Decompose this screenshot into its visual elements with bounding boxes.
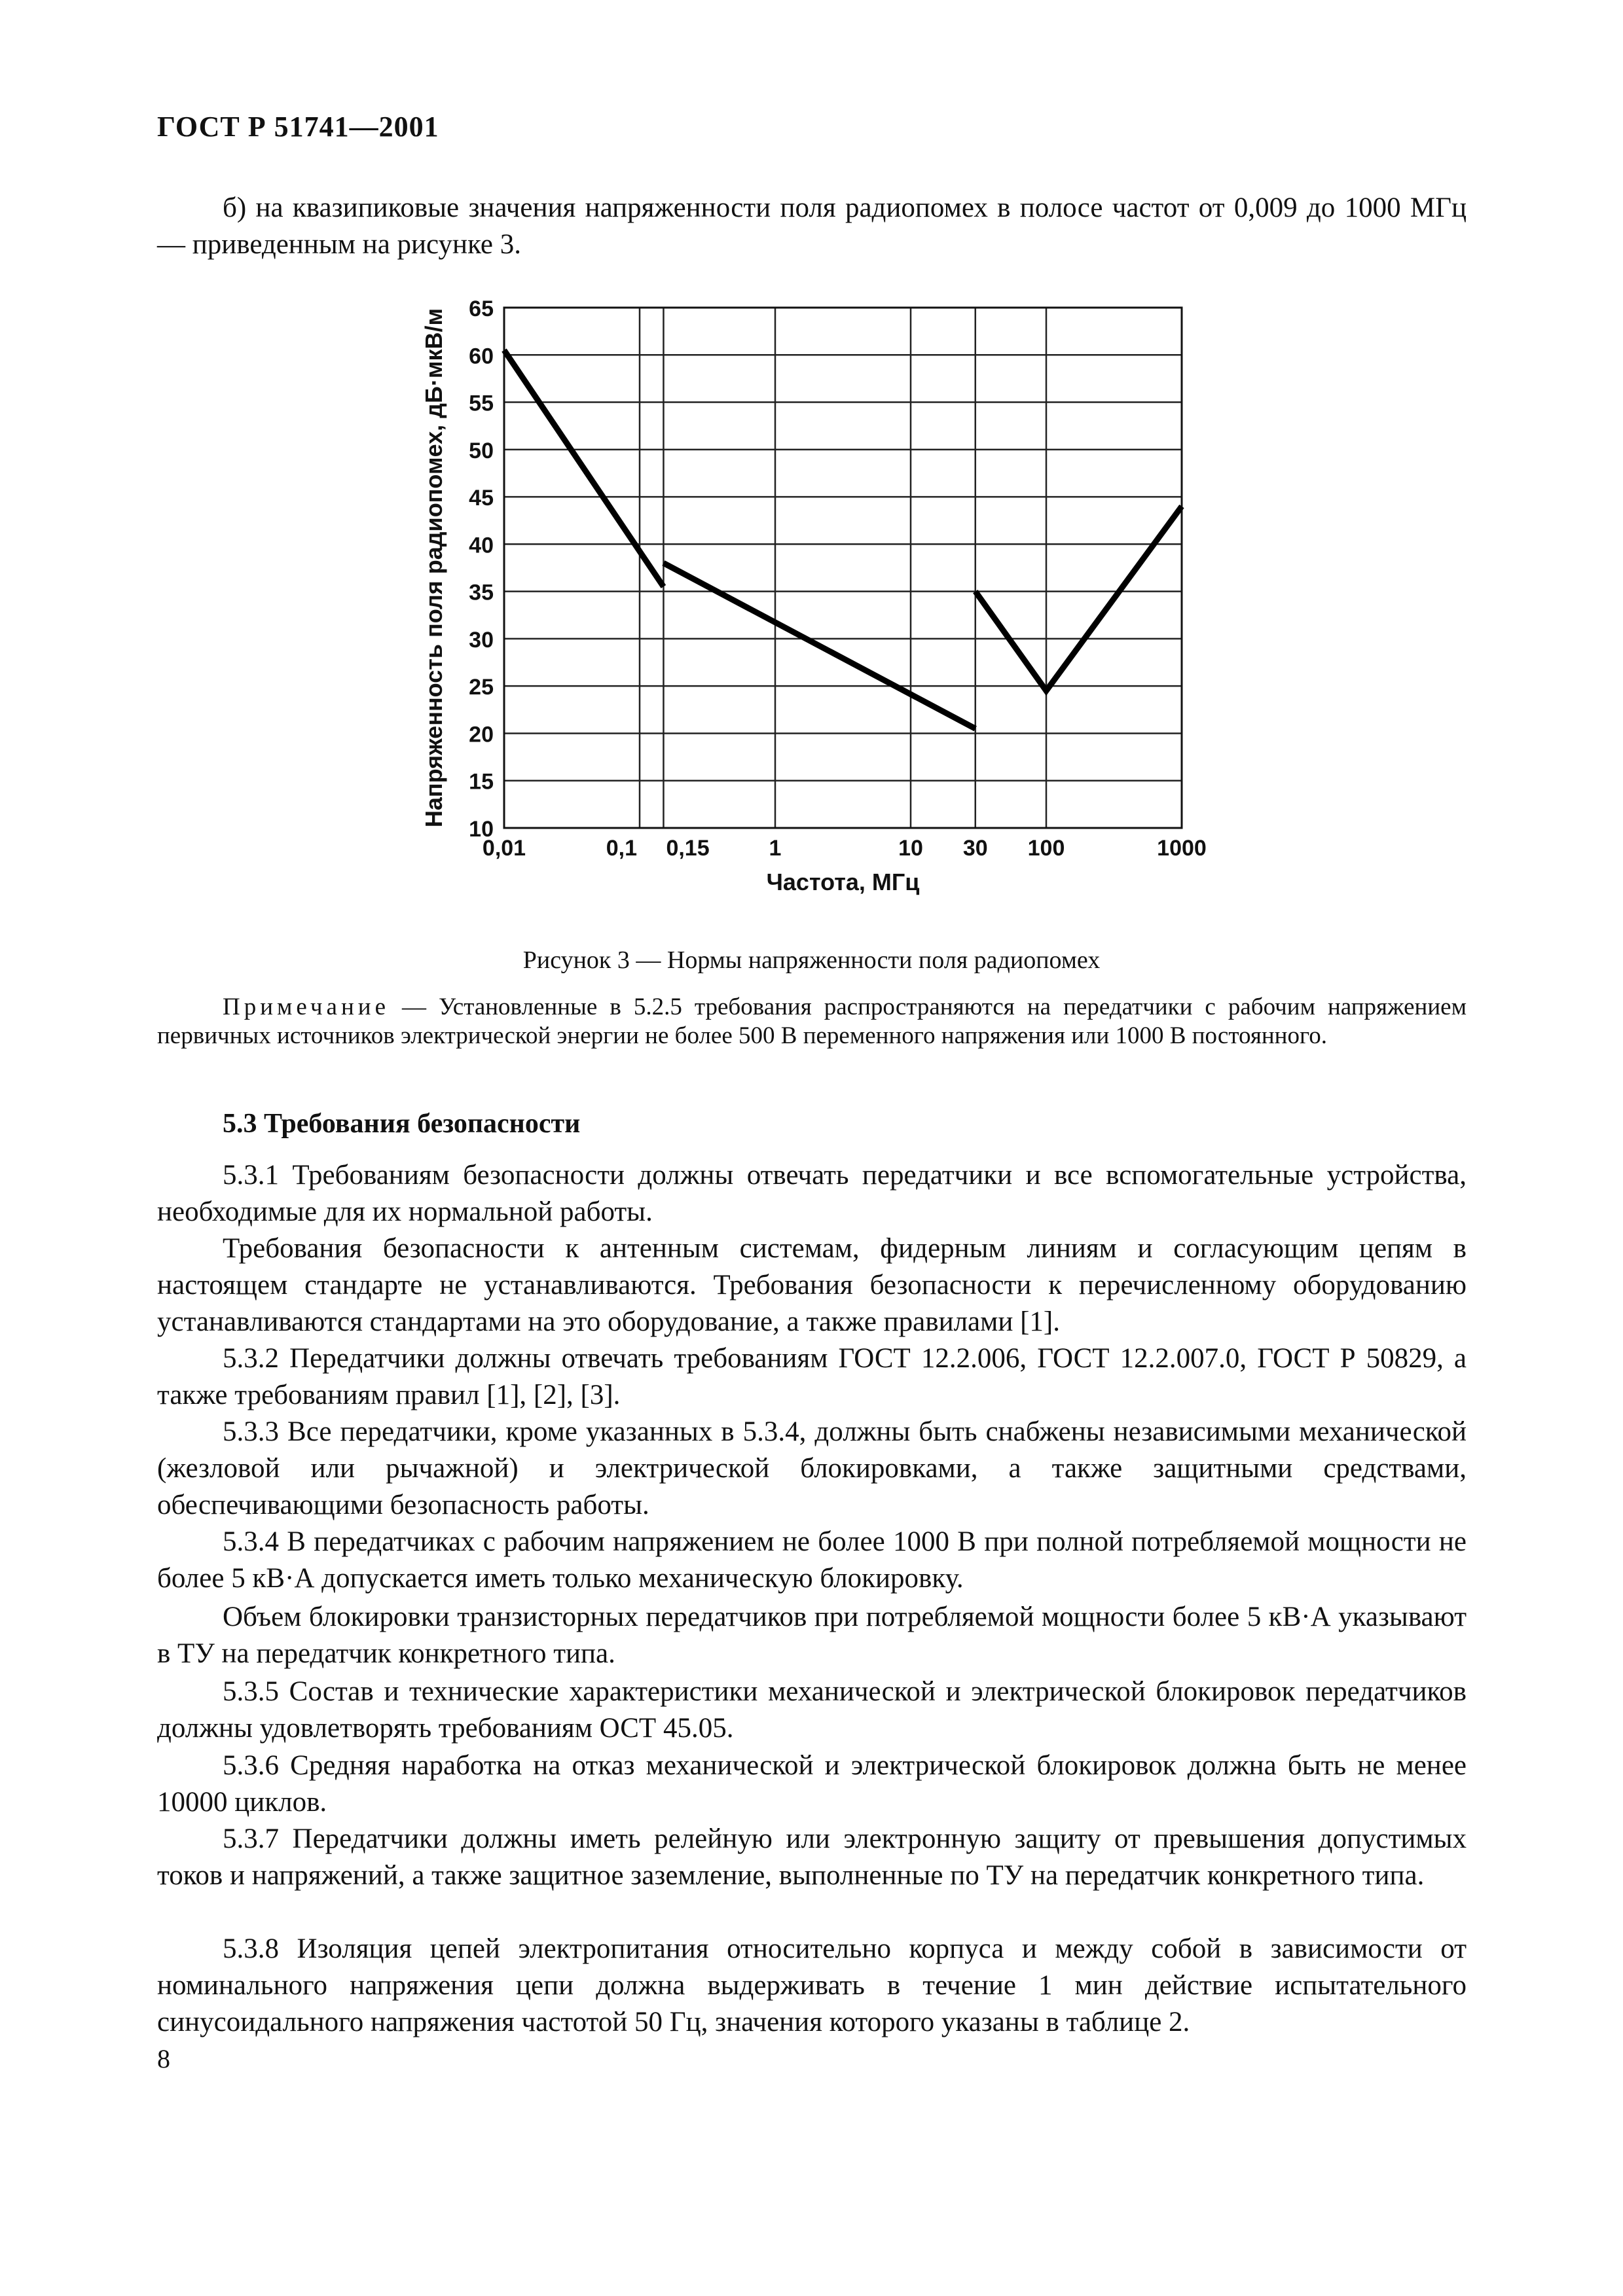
y-tick-label-65: 65 — [469, 296, 494, 321]
section-title: 5.3 Требования безопасности — [223, 1109, 581, 1139]
paragraph-5-3-4-volume: Объем блокировки транзисторных передатчиков при потребляемой мощности более 5 кВ·А указывают в ТУ на передатчик конкретного типа. — [157, 1602, 1467, 1669]
x-tick-label-100: 100 — [1027, 836, 1065, 861]
y-tick-label-15: 15 — [469, 769, 494, 795]
figure-3-chart — [406, 288, 1231, 916]
paragraph-5-3-7: 5.3.7 Передатчики должны иметь релейную или электронную защиту от превышения допустимых токов и напряжений, а также защитное заземление, выполненные по ТУ на передатчик конкретного типа. — [157, 1823, 1467, 1891]
note-label: Примечание — [223, 994, 390, 1020]
document-header: ГОСТ Р 51741—2001 — [157, 111, 439, 143]
paragraph-5-3-8: 5.3.8 Изоляция цепей электропитания относительно корпуса и между собой в зависимости от номинального напряжения цепи должна выдерживать в течение 1 мин действие испытательного синусоидального напряжения частотой 50 Гц, значения которого указаны в таблице 2. — [157, 1933, 1467, 2037]
paragraph-5-3-4: 5.3.4 В передатчиках с рабочим напряжением не более 1000 В при полной потребляемой мощности не более 5 кВ·А допускается иметь только механическую блокировку. — [157, 1526, 1467, 1594]
note-paragraph — [157, 993, 1467, 1050]
x-tick-label-0,01: 0,01 — [482, 836, 526, 861]
y-tick-label-20: 20 — [469, 722, 494, 747]
chart-svg — [406, 288, 1231, 916]
paragraph-5-3-3: 5.3.3 Все передатчики, кроме указанных в 5.3.4, должны быть снабжены независимыми механической (жезловой или рычажной) и электрической блокировками, а также защитными средствами, обеспечивающими безопасность работы. — [157, 1416, 1467, 1520]
paragraph-5-3-6: 5.3.6 Средняя наработка на отказ механической и электрической блокировок должна быть не менее 10000 циклов. — [157, 1750, 1467, 1818]
y-tick-label-30: 30 — [469, 627, 494, 653]
x-tick-label-0,1: 0,1 — [606, 836, 637, 861]
x-tick-label-10: 10 — [898, 836, 923, 861]
paragraph-5-3-1: 5.3.1 Требованиям безопасности должны отвечать передатчики и все вспомогательные устройства, необходимые для их нормальной работы. — [157, 1160, 1467, 1227]
y-axis-label: Напряженность поля радиопомех, дБ·мкВ/м — [420, 308, 447, 828]
x-tick-label-1: 1 — [769, 836, 782, 861]
y-tick-label-35: 35 — [469, 580, 494, 605]
figure-caption: Рисунок 3 — Нормы напряженности поля радиопомех — [522, 946, 1101, 974]
y-tick-label-25: 25 — [469, 675, 494, 700]
y-tick-label-40: 40 — [469, 533, 494, 558]
plot-frame — [504, 308, 1182, 828]
x-axis-label: Частота, МГц — [766, 869, 920, 895]
series-line-3 — [976, 507, 1182, 691]
intro-paragraph: б) на квазипиковые значения напряженности поля радиопомех в полосе частот от 0,009 до 1000 МГц — приведенным на рисунке 3. — [157, 192, 1467, 260]
y-tick-label-60: 60 — [469, 344, 494, 369]
paragraph-5-3-2: 5.3.2 Передатчики должны отвечать требованиям ГОСТ 12.2.006, ГОСТ 12.2.007.0, ГОСТ Р 50829, а также требованиям правил [1], [2], [3]. — [157, 1343, 1467, 1410]
y-tick-label-45: 45 — [469, 486, 494, 511]
note-text: — Установленные в 5.2.5 требования распространяются на передатчики с рабочим напряжением первичных источников электрической энергии не более 500 В переменного напряжения или 1000 В постоянного. — [157, 994, 1467, 1049]
y-tick-label-55: 55 — [469, 391, 494, 416]
x-tick-label-30: 30 — [962, 836, 988, 861]
page-number: 8 — [157, 2044, 170, 2073]
paragraph-5-3-5: 5.3.5 Состав и технические характеристики механической и электрической блокировок передатчиков должны удовлетворять требованиям ОСТ 45.05. — [157, 1676, 1467, 1744]
series-line-2 — [663, 563, 975, 728]
y-tick-label-10: 10 — [469, 817, 494, 842]
y-tick-label-50: 50 — [469, 438, 494, 463]
x-tick-label-0,15: 0,15 — [666, 836, 710, 861]
paragraph-5-3-1-antenna: Требования безопасности к антенным системам, фидерным линиям и согласующим цепям в настоящем стандарте не устанавливаются. Требования безопасности к перечисленному оборудованию устанавливаются стандартами на это оборудование, а также правилами [1]. — [157, 1233, 1467, 1337]
x-tick-label-1000: 1000 — [1157, 836, 1207, 861]
